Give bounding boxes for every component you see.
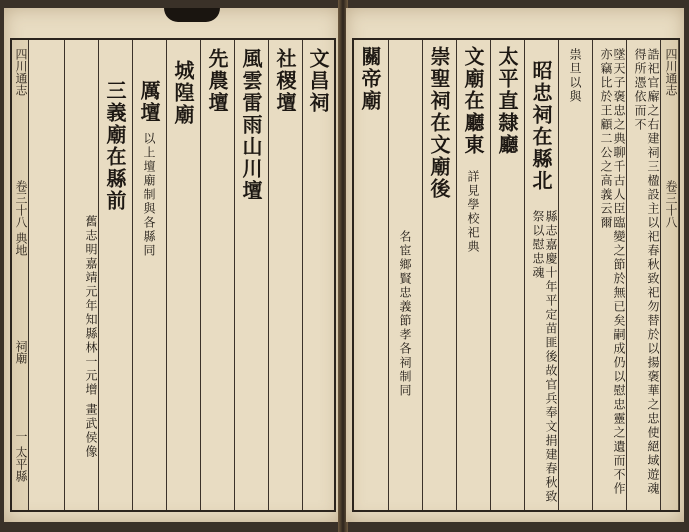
right-column-3 <box>558 40 593 510</box>
left-column-9 <box>28 40 65 510</box>
right-column-7 <box>422 40 457 510</box>
left-margin-section: 祠廟 <box>14 340 28 364</box>
right-column-6 <box>456 40 491 510</box>
heading-sheji: 社稷壇 <box>273 48 297 114</box>
right-column-2 <box>592 40 627 510</box>
heading-sanyi: 三義廟在縣前 <box>103 80 127 212</box>
note-zhaozhong: 縣志嘉慶十年平定苗匪後故官兵奉文捐建春秋致祭以慰忠魂 <box>531 210 558 504</box>
right-margin-strip <box>660 40 679 510</box>
left-column-4 <box>200 40 235 510</box>
right-column-5 <box>490 40 525 510</box>
left-column-6 <box>132 40 167 510</box>
note-chongsheng: 名宦鄉賢忠義節孝各祠制同 <box>398 230 412 398</box>
right-column-1 <box>626 40 661 510</box>
left-column-5 <box>166 40 201 510</box>
right-column-4 <box>524 40 559 510</box>
right-column-9 <box>354 40 388 510</box>
heading-zhaozhong: 昭忠祠在縣北 <box>529 60 553 192</box>
left-column-1 <box>302 40 335 510</box>
right-margin-title: 四川通志 <box>664 48 678 96</box>
right-text-frame <box>352 38 680 512</box>
note-litan: 以上壇廟制與各縣同 <box>142 132 156 258</box>
right-column-8 <box>388 40 423 510</box>
left-column-2 <box>268 40 303 510</box>
heading-wenmiao: 文廟在廳東 <box>461 46 485 156</box>
heading-litan: 厲壇 <box>137 80 161 124</box>
right-margin-volume: 卷三十八 <box>664 180 678 228</box>
left-column-8 <box>64 40 99 510</box>
left-margin-volume: 卷三十八 典地 <box>14 180 28 256</box>
left-page <box>4 8 340 522</box>
heading-wenchang: 文昌祠 <box>306 48 330 114</box>
ink-blot <box>164 8 220 22</box>
right-page <box>346 8 684 522</box>
note-right-1: 誥祀官廨之右建祠三楹設主以祀春秋致祀勿替於以揚褒華之忠使絕域遊魂得所憑依而不 <box>633 48 660 496</box>
left-margin-page: 一 太平縣 <box>14 430 28 482</box>
heading-fengyun: 風雲雷雨山川壇 <box>239 48 263 202</box>
left-margin-strip <box>12 40 29 510</box>
heading-chenghuang: 城隍廟 <box>171 60 195 126</box>
note-right-2: 墜天子褒忠之典聊千古人臣臨變之節於無已矣嗣成仍以慰忠靈之遺而不作亦竊比於王顧二公之高義云爾 <box>599 48 626 496</box>
note-right-3: 祟旦以與 <box>568 48 582 104</box>
left-column-7 <box>98 40 133 510</box>
heading-taiping: 太平直隸廳 <box>495 46 519 156</box>
note-sanyi: 舊志明嘉靖元年知縣林一元增 畫武侯像 <box>84 215 98 459</box>
heading-chongsheng: 崇聖祠在文廟後 <box>427 46 451 200</box>
left-text-frame <box>10 38 336 512</box>
note-wenmiao: 詳見學校祀典 <box>466 170 480 254</box>
left-margin-title: 四川通志 <box>14 48 28 96</box>
heading-xiannong: 先農壇 <box>205 48 229 114</box>
left-column-3 <box>234 40 269 510</box>
heading-guandi: 關帝廟 <box>358 46 382 112</box>
